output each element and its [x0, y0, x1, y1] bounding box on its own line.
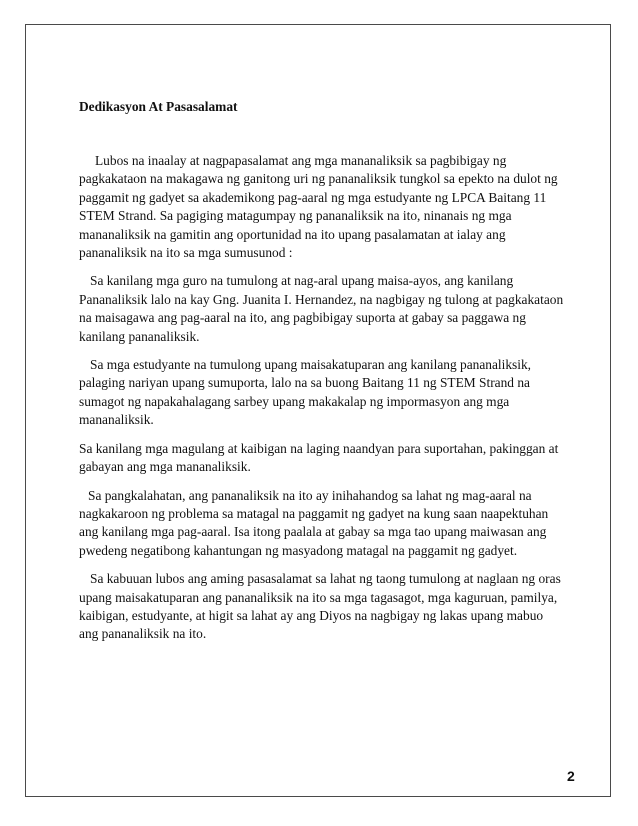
paragraph-conclusion: Sa kabuuan lubos ang aming pasasalamat sa lahat ng taong tumulong at naglaan ng oras upang maisakatuparan ang pananaliksik na ito sa mga tagasagot, mga kaguruan, pamilya, kaibigan, estudyante, at higit sa lahat ay ang Diyos na nagbigay ng lakas upang mabuo ang pananaliksik na ito.: [79, 571, 561, 642]
paragraph-general: Sa pangkalahatan, ang pananaliksik na ito ay inihahandog sa lahat ng mag-aaral na nagkakaroon ng problema sa matagal na paggamit ng gadyet na kung saan naapektuhan ang kanilang mga pag-aaral. Isa itong paalala at gabay sa mga tao upang maiwasan ang pwedeng negatibong kahantungan ng masyadong matagal na paggamit ng gadyet.: [79, 487, 549, 558]
paragraph-students: Sa mga estudyante na tumulong upang maisakatuparan ang kanilang pananaliksik, palaging nariyan upang sumuporta, lalo na sa buong Baitang 11 ng STEM Strand na sumagot ng napakahalagang sarbey upang makakalap ng impormasyon ang mga mananaliksik.: [79, 357, 532, 428]
paragraph-introduction: Lubos na inaalay at nagpapasalamat ang mga mananaliksik sa pagbibigay ng pagkakataon na makagawa ng ganitong uri ng pananaliksik tungkol sa epekto na dulot ng paggamit ng gadyet sa akademikong pag-aaral ng mga estudyante ng LPCA Baitang 11 STEM Strand. Sa pagiging matagumpay ng pananaliksik na ito, ninanais ng mga mananaliksik na gamitin ang oportunidad na ito upang pasalamatan at ialay ang pananaliksik na ito sa mga sumusunod :: [79, 153, 558, 261]
paragraph-teachers: Sa kanilang mga guro na tumulong at nag-aral upang maisa-ayos, ang kanilang Pananaliksik lalo na kay Gng. Juanita I. Hernandez, na nagbigay ng tulong at pagkakataon na maisagawa ang pag-aaral na ito, ang pagbibigay suporta at gabay sa paggawa ng kanilang pananaliksik.: [79, 273, 564, 344]
document-title: Dedikasyon At Pasasalamat: [79, 99, 238, 114]
paragraph-parents: Sa kanilang mga magulang at kaibigan na laging naandyan para suportahan, pakinggan at gabayan ang mga mananaliksik.: [79, 440, 559, 475]
page-number: 2: [567, 768, 575, 784]
document-body: [79, 98, 564, 654]
